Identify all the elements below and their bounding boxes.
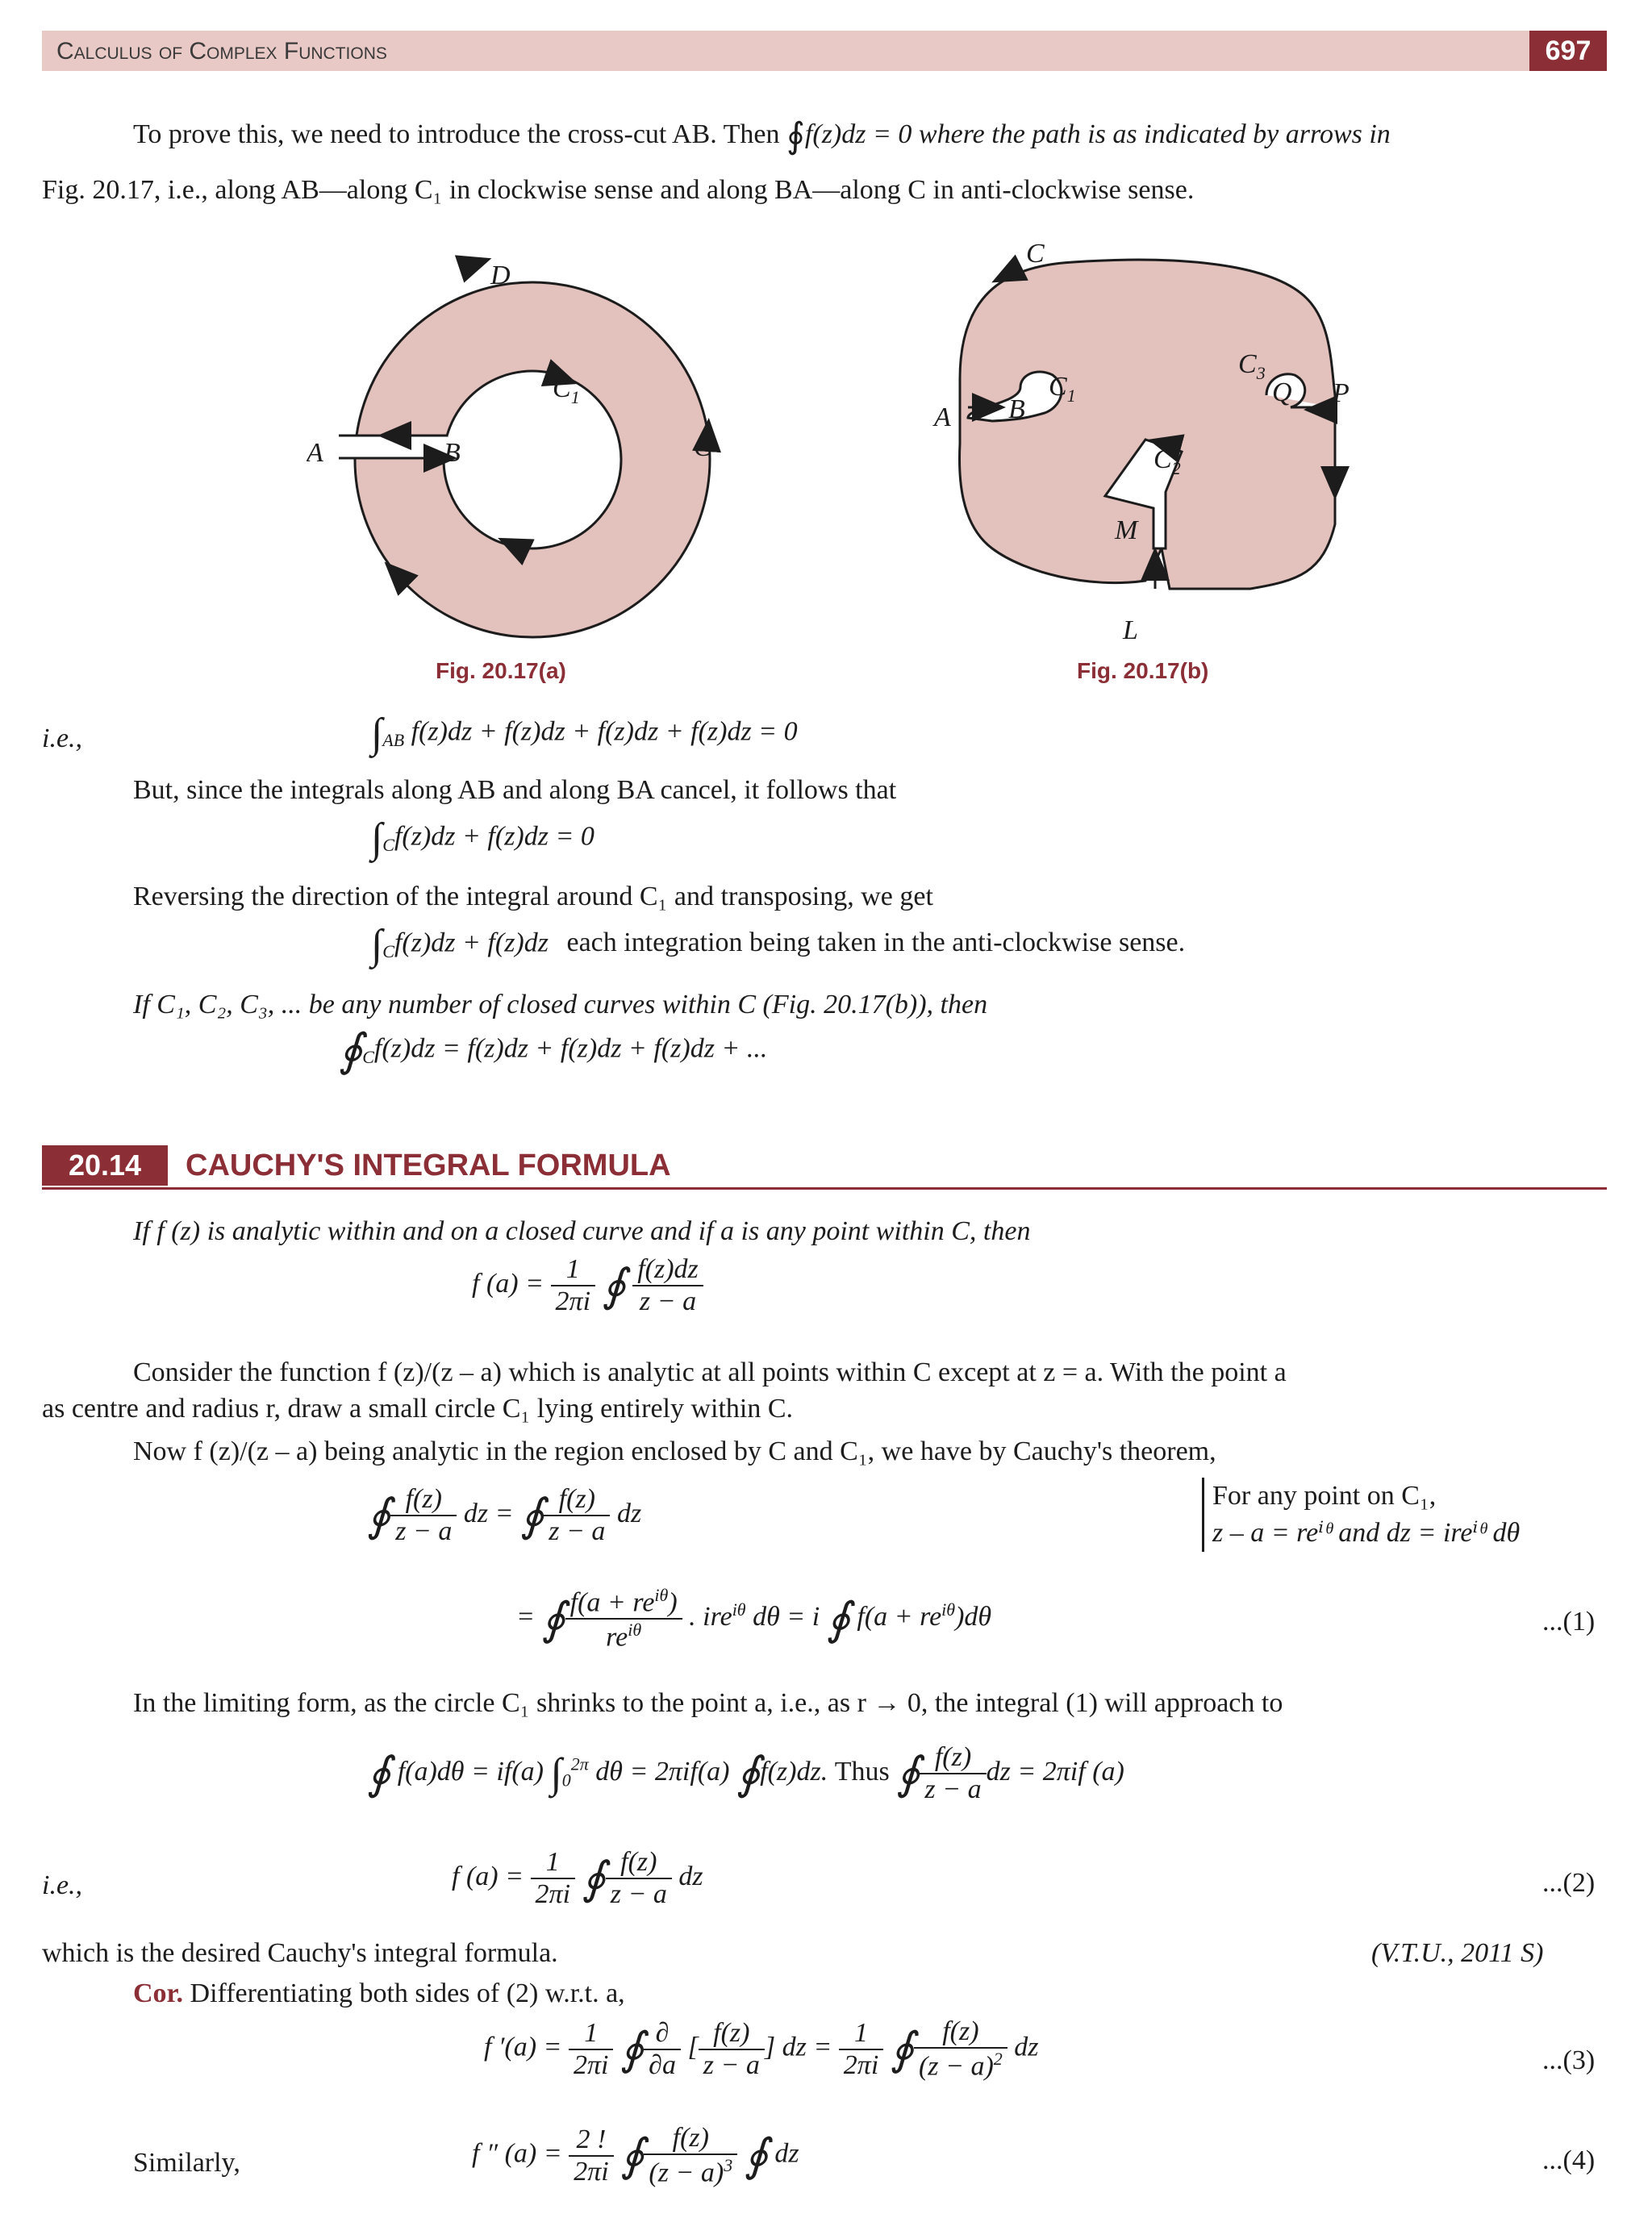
intro-line-2: Fig. 20.17, i.e., along AB—along C₁ in clockwise sense and along BA—along C in anti-clockwise sense. xyxy=(42,175,1195,205)
figure-20-17a xyxy=(307,242,758,661)
equation-multi-text: f(z)dz = f(z)dz + f(z)dz + f(z)dz + ... xyxy=(373,1033,768,1064)
figure-b-caption: Fig. 20.17(b) xyxy=(1077,658,1209,683)
intro-line-1 xyxy=(133,117,1391,154)
label-A: A xyxy=(934,402,951,432)
consider-line-1: Consider the function f (z)/(z – a) which is analytic at all points within C except at z = a. With the point a xyxy=(133,1357,1287,1387)
equation-number-3: ...(3) xyxy=(1542,2045,1596,2075)
region-with-holes xyxy=(959,260,1335,589)
label-A: A xyxy=(307,438,323,468)
label-C-outer: C xyxy=(1026,239,1045,269)
equation-cancel: $\int_Cf(z)dz + f(z)dz = 0$ xyxy=(371,815,594,861)
equation-cauchy-formula-statement: f (a) = $\frac{1}{2\pi i}$ ∮ $\frac{f(z)dz}{z - a}$ xyxy=(472,1254,703,1317)
label-B: B xyxy=(1008,394,1025,424)
limit-line: In the limiting form, as the circle C₁ shrinks to the point a, i.e., as r → 0, the integral (1) will approach to xyxy=(133,1688,1283,1718)
consider-line-2: as centre and radius r, draw a small circle C₁ lying entirely within C. xyxy=(42,1394,794,1424)
label-C: C xyxy=(694,432,712,462)
reversing-line: Reversing the direction of the integral around C₁ and transposing, we get xyxy=(133,882,933,911)
side-note-line-2: z – a = reⁱᶿ and dz = ireⁱᶿ dθ xyxy=(1212,1518,1521,1548)
figure-a-caption: Fig. 20.17(a) xyxy=(436,658,566,683)
contour-integral-symbol: ∮ xyxy=(786,116,805,156)
equation-number-1: ...(1) xyxy=(1542,1607,1596,1637)
vtu-reference: (V.T.U., 2011 S) xyxy=(1371,1938,1544,1968)
equation-derivative-2: f ″ (a) = $\frac{2 !}{2\pi i}$ ∮ $\frac{f(z)}{(z - a)^3}$ ∮ dz xyxy=(472,2123,799,2188)
equation-derivation-1: ∮ $\frac{f(z)}{z - a}$ dz = ∮ $\frac{f(z)}{z - a}$ dz xyxy=(367,1484,642,1546)
equation-sum-text: f(z)dz + f(z)dz + f(z)dz + f(z)dz = 0 xyxy=(411,716,798,747)
similarly-label: Similarly, xyxy=(133,2148,240,2178)
corollary-line xyxy=(133,1976,625,2012)
label-C3: $C_3$ xyxy=(1238,349,1266,383)
figure-20-17b xyxy=(928,234,1379,653)
equation-number-4: ...(4) xyxy=(1542,2145,1596,2175)
theorem-statement: If f (z) is analytic within and on a closed curve and if a is any point within C, then xyxy=(133,1216,1031,1246)
equation-number-2: ...(2) xyxy=(1542,1868,1596,1898)
if-curves-line: If C₁, C₂, C₃, ... be any number of closed curves within C (Fig. 20.17(b)), then xyxy=(133,990,988,1019)
side-note-brace xyxy=(1202,1478,1520,1552)
equation-limit: ∮ f(a)dθ = if(a) $\int_0^{2\pi}$ dθ = 2πif(a) ∮f(z)dz. Thus ∮ $\frac{f(z)}{z - a}$ dz = 2πif (a) xyxy=(367,1742,1124,1804)
section-number: 20.14 xyxy=(42,1145,168,1186)
label-Q: Q xyxy=(1272,377,1292,407)
equation-multiple-curves: $∮_Cf(z)dz = f(z)dz + f(z)dz + f(z)dz$ + ... xyxy=(339,1026,768,1076)
running-head: Calculus of Complex Functions xyxy=(56,38,387,65)
equation-cancel-text: f(z)dz + f(z)dz = 0 xyxy=(394,821,594,852)
desired-text: which is the desired Cauchy's integral formula. xyxy=(42,1938,558,1968)
now-line: Now f (z)/(z – a) being analytic in the region enclosed by C and C₁, we have by Cauchy's theorem, xyxy=(133,1436,1216,1466)
label-P: P xyxy=(1333,378,1350,408)
label-C1: $C_1$ xyxy=(553,373,580,407)
cor-label: Cor. xyxy=(133,1978,184,2008)
annulus-region xyxy=(339,261,710,637)
label-L: L xyxy=(1123,615,1138,645)
equation-reversed-text: f(z)dz + f(z)dz xyxy=(394,928,549,958)
page-number: 697 xyxy=(1529,31,1607,71)
ie-label-2: i.e., xyxy=(42,1870,83,1900)
equation-derivative-1: f ′(a) = $\frac{1}{2\pi i}$ ∮ $\frac{\partial}{\partial a}$ [ $\frac{f(z)}{z - a}$ ] dz = $\frac{1}{2\pi i}$ ∮ $\frac{f(z)}{(z - a)^2}$ dz xyxy=(484,2016,1039,2082)
label-C1: $C_1$ xyxy=(1049,372,1076,406)
section-rule xyxy=(42,1187,1607,1190)
label-C2: $C_2$ xyxy=(1153,444,1181,478)
equation-reversed: $\int_Cf(z)dz + f(z)dz$ each integration being taken in the anti-clockwise sense. xyxy=(371,922,1186,968)
label-D: D xyxy=(490,261,511,290)
label-M: M xyxy=(1115,515,1138,545)
equation-cauchy-formula-2: f (a) = $\frac{1}{2\pi i}$ ∮ $\frac{f(z)}{z - a}$ dz xyxy=(452,1847,703,1909)
ie-label-1: i.e., xyxy=(42,723,83,753)
equation-reversed-tail: each integration being taken in the anti-clockwise sense. xyxy=(566,928,1186,958)
section-title: CAUCHY'S INTEGRAL FORMULA xyxy=(186,1149,671,1182)
desired-line xyxy=(42,1936,558,1971)
side-note-line-1: For any point on C₁, xyxy=(1212,1481,1437,1511)
cor-text: Differentiating both sides of (2) w.r.t. a, xyxy=(190,1978,625,2008)
equation-derivation-2: = ∮ $\frac{f(a + re^{i\theta})}{re^{i\theta}}$ . ire$^{i\theta}$ dθ = i ∮ $f(a + re^{i\theta})d\theta$ xyxy=(516,1585,992,1653)
equation-sum-of-integrals: $\int_{AB}$ f(z)dz + f(z)dz + f(z)dz + f(z)dz = 0 xyxy=(371,711,798,757)
intro-line-1a: To prove this, we need to introduce the cross-cut AB. Then xyxy=(133,119,780,149)
label-B: B xyxy=(444,438,461,468)
but-line: But, since the integrals along AB and along BA cancel, it follows that xyxy=(133,775,897,805)
intro-line-1b: f(z)dz = 0 where the path is as indicated by arrows in xyxy=(804,119,1391,149)
thus-word: Thus xyxy=(834,1756,890,1787)
